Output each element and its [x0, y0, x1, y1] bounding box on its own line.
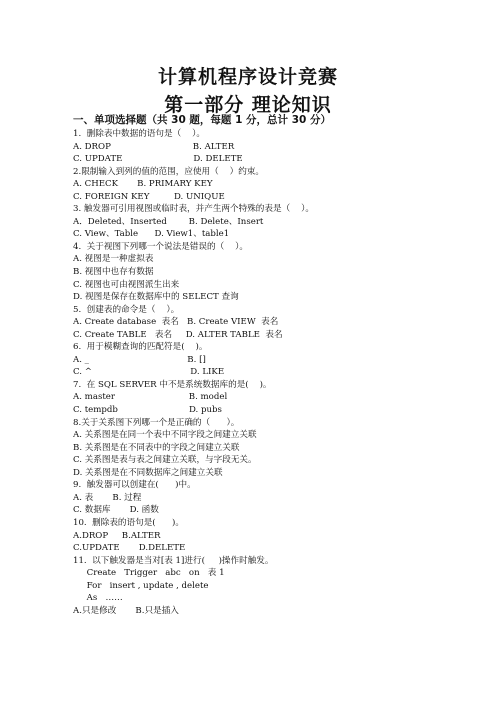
question-line: 6. 用于模糊查询的匹配符是( )。: [73, 342, 208, 353]
question-line: 9. 触发器可以创建在( )中。: [73, 480, 196, 491]
question-line: C. ^ D. LIKE: [73, 367, 225, 378]
question-line: A. DROP B. ALTER: [73, 141, 235, 152]
question-line: A.只是修改 B.只是插入: [73, 605, 179, 616]
question-line: 2.限制输入到列的值的范围，应使用（ ）约束。: [73, 166, 265, 177]
question-line: Create Trigger abc on 表 1: [73, 568, 225, 579]
question-line: C. UPDATE D. DELETE: [73, 154, 243, 165]
question-line: C. Create TABLE 表名 D. ALTER TABLE 表名: [73, 329, 283, 340]
question-list: [73, 128, 473, 617]
question-line: 4. 关于视图下列哪一个说法是错误的（ ）。: [73, 241, 248, 252]
question-line: 10. 删除表的语句是( )。: [73, 517, 184, 528]
question-line: 11. 以下触发器是当对[表 1]进行( )操作时触发。: [73, 555, 274, 566]
question-line: A. Create database 表名 B. Create VIEW 表名: [73, 317, 279, 328]
question-line: C. 数据库 D. 函数: [73, 505, 159, 516]
question-line: As ……: [73, 593, 123, 604]
question-line: 8.关于关系图下列哪一个是正确的（ ）。: [73, 417, 240, 428]
question-line: A. 表 B. 过程: [73, 492, 142, 503]
question-line: 3. 触发器可引用视图或临时表，并产生两个特殊的表是（ ）。: [73, 204, 314, 215]
question-line: C. 关系图是表与表之间建立关联，与字段无关。: [73, 455, 257, 466]
document-title: 计算机程序设计竞赛: [157, 66, 338, 88]
question-line: 5. 创建表的命令是（ ）。: [73, 304, 180, 315]
question-line: C.UPDATE D.DELETE: [73, 543, 186, 554]
question-line: B. 视图中也存有数据: [73, 267, 154, 278]
question-line: A．Deleted、Inserted B. Delete、Insert: [73, 216, 264, 227]
question-line: D. 关系图是在不同数据库之间建立关联: [73, 467, 223, 478]
question-line: A. 视图是一种虚拟表: [73, 254, 154, 265]
question-line: 7. 在 SQL SERVER 中不是系统数据库的是( )。: [73, 379, 272, 390]
question-line: A. CHECK B. PRIMARY KEY: [73, 179, 213, 190]
section-heading: 一、单项选择题（共 30 题，每题 1 分，总计 30 分）: [73, 114, 331, 126]
question-line: A. master B. model: [73, 392, 228, 403]
question-line: A. _ B. []: [73, 354, 206, 365]
question-line: 1. 删除表中数据的语句是（ ）。: [73, 129, 206, 139]
question-line: C. FOREIGN KEY D. UNIQUE: [73, 191, 225, 202]
question-line: C. View、Table D. View1、table1: [73, 229, 230, 240]
question-line: A. 关系图是在同一个表中不同字段之间建立关联: [73, 430, 257, 441]
question-line: D. 视图是保存在数据库中的 SELECT 查询: [73, 292, 239, 303]
question-line: For insert , update , delete: [73, 580, 209, 591]
question-line: C. 视图也可由视图派生出来: [73, 279, 180, 290]
question-line: B. 关系图是在不同表中的字段之间建立关联: [73, 442, 240, 453]
question-line: A.DROP B.ALTER: [73, 530, 161, 541]
question-line: C. tempdb D. pubs: [73, 405, 222, 416]
part-subtitle: 第一部分 理论知识: [164, 94, 332, 116]
